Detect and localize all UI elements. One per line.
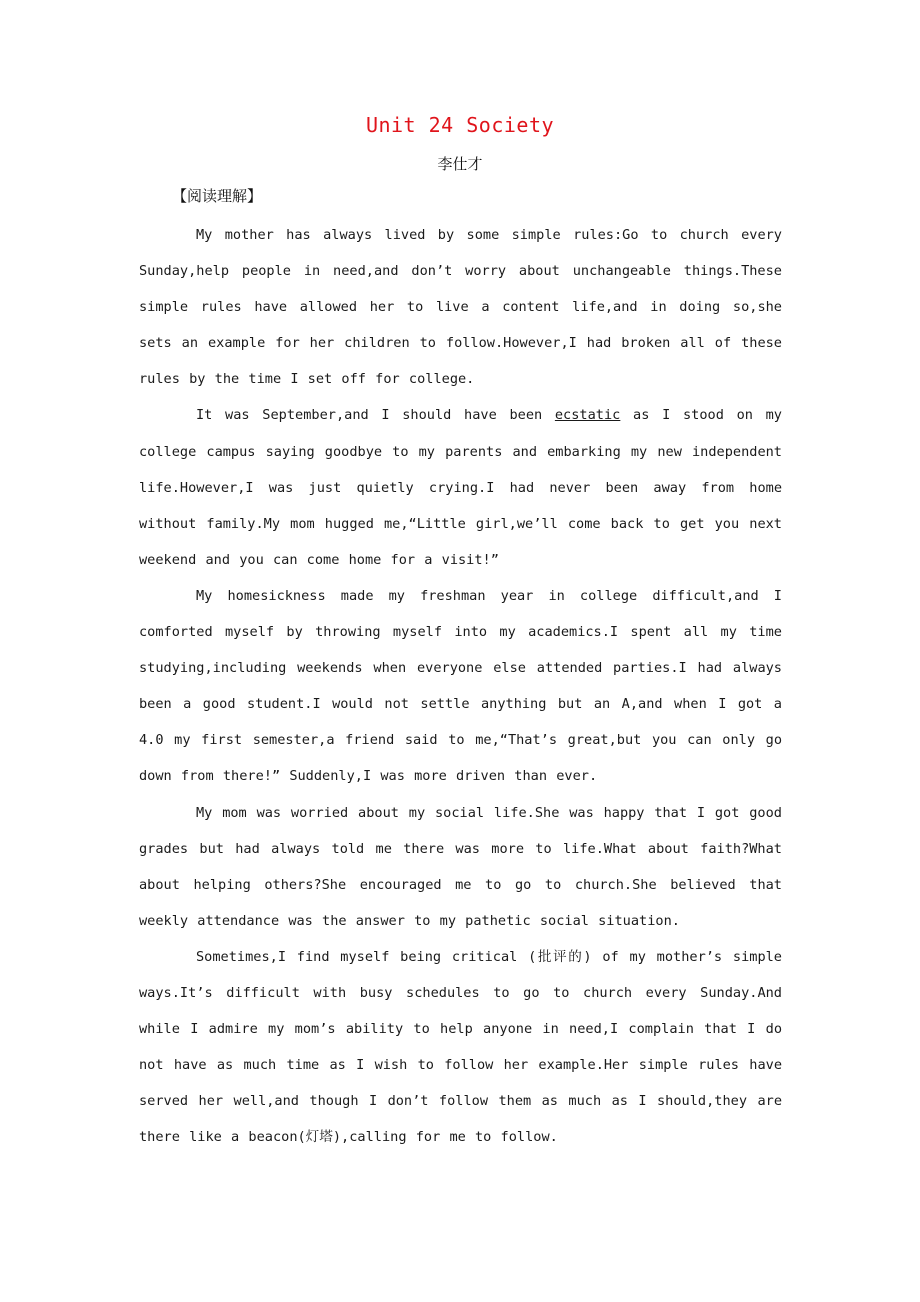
paragraph-4: My mom was worried about my social life.She was happy that I got good grades but had always told me there was more to life.What about faith?What about helping others?She encouraged me to go to church.She believed that weekly attendance was the answer to my pathetic social situation. [139, 804, 782, 929]
paragraph-2-before: It was September,and I should have been [196, 407, 555, 424]
paragraph-1: My mother has always lived by some simple rules:Go to church every Sunday,help people in need,and don’t worry about unchangeable things.These simple rules have allowed her to live a content life,and in doing so,she sets an example for her children to follow.However,I had broken all of these rules by the time I set off for college. [139, 227, 782, 388]
paragraph-2 [139, 397, 782, 577]
page-title: Unit 24 Society [365, 113, 555, 137]
section-label: 【阅读理解】 [172, 187, 263, 205]
paragraph-2-after: as I stood on my college campus saying goodbye to my parents and embarking my new independent life.However,I was just quietly crying.I had never been away from home without family.My mom hugged me,“Little girl,we’ll come back to get you next weekend and you can come home for a visit!” [139, 407, 782, 568]
paragraph-5: Sometimes,I find myself being critical (批评的) of my mother’s simple ways.It’s difficult with busy schedules to go to church every Sunday.And while I admire my mom’s ability to help anyone in need,I complain that I do not have as much time as I wish to follow her example.Her simple rules have served her well,and though I don’t follow them as much as I should,they are there like a beacon(灯塔),calling for me to follow. [139, 948, 782, 1146]
underlined-word: ecstatic [554, 407, 621, 424]
article-body [139, 217, 782, 1155]
paragraph-3: My homesickness made my freshman year in college difficult,and I comforted myself by throwing myself into my academics.I spent all my time studying,including weekends when everyone else attended parties.I had always been a good student.I would not settle anything but an A,and when I got a 4.0 my first semester,a friend said to me,“That’s great,but you can only go down from there!” Suddenly,I was more driven than ever. [139, 587, 782, 785]
author-name: 李仕才 [437, 155, 483, 173]
